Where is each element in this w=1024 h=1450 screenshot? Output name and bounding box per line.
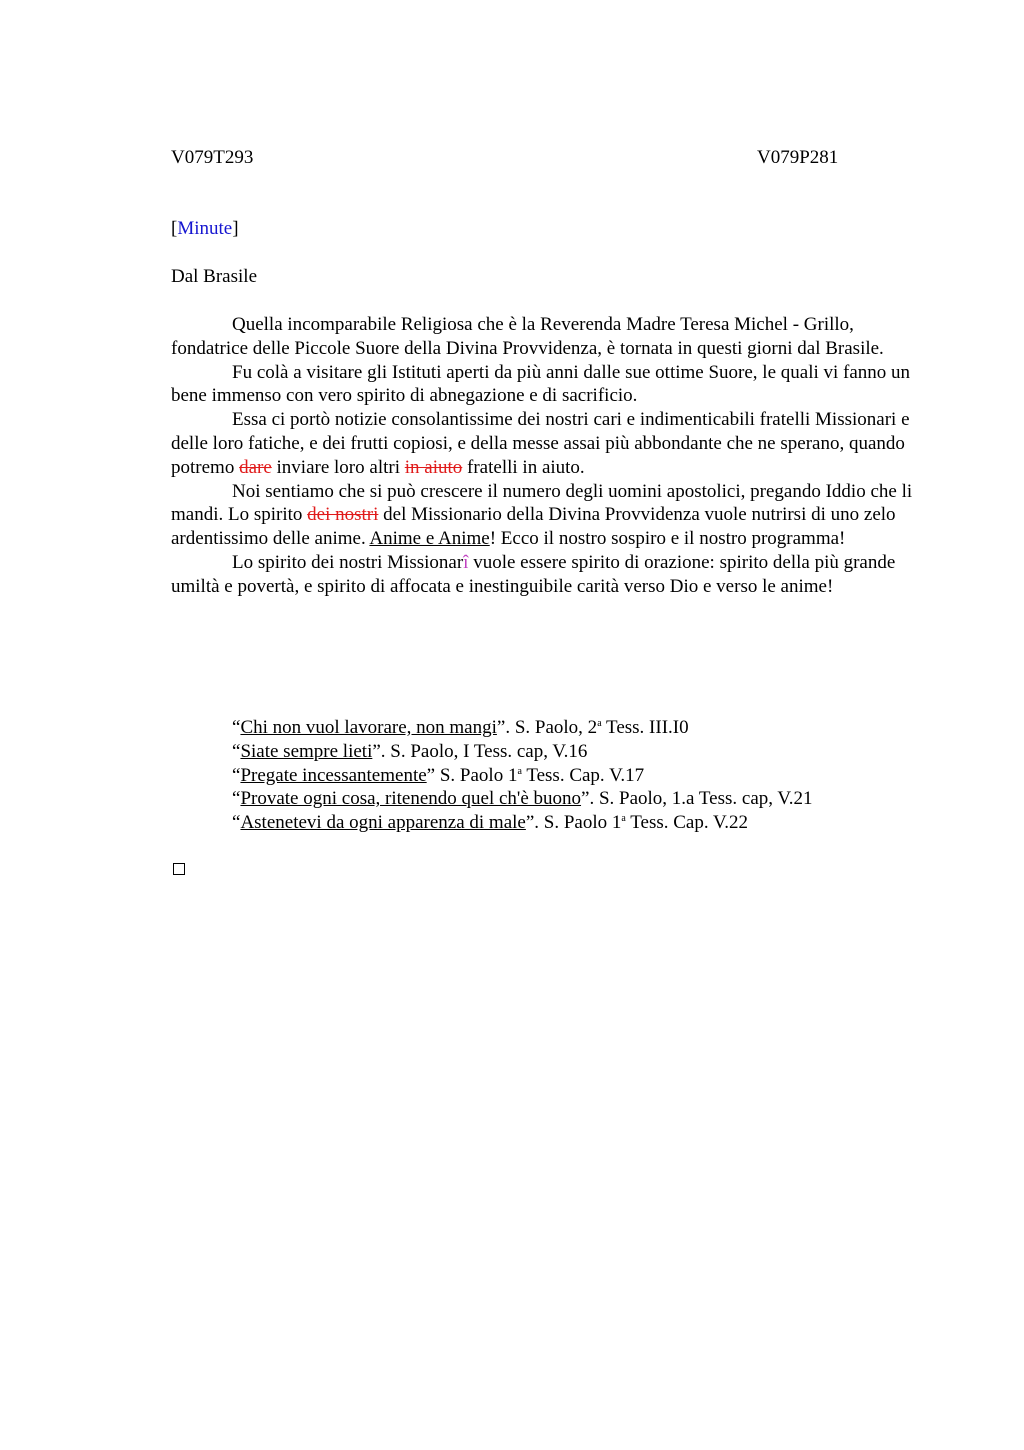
minute-close-bracket: ] <box>232 218 239 239</box>
deleted-phrase: dei nostri <box>307 504 379 526</box>
paragraph-3-text: Essa ci portò notizie consolantissime dei nostri cari e indimenticabili fratelli Missionari e delle loro fatiche, e dei frutti copiosi, e della messe assai più abbondante che ne sperano, quando potremo <box>171 409 910 478</box>
document-code-right: V079P281 <box>757 147 839 168</box>
quotes-list <box>232 716 812 835</box>
paragraph-3-text: fratelli in aiuto. <box>462 456 585 478</box>
quote-text: Astenetevi da ogni apparenza di male <box>240 812 526 834</box>
quote-superscript: a <box>517 765 522 777</box>
quote-line <box>232 716 812 740</box>
quote-superscript: a <box>597 718 602 729</box>
modified-letter: î <box>463 551 469 573</box>
quote-citation-end: Tess. III.I0 <box>601 717 689 738</box>
quote-open: “ <box>232 717 241 738</box>
quote-citation: ”. S. Paolo 1 <box>525 812 622 834</box>
quote-text: Pregate incessantemente <box>240 764 427 786</box>
quote-text: Provate ogni cosa, ritenendo quel ch'è buono <box>240 788 582 810</box>
quote-citation: ”. S. Paolo, 2 <box>496 717 598 738</box>
checkbox-icon[interactable] <box>173 863 185 875</box>
quote-citation: ”. S. Paolo, 1.a Tess. cap, V.21 <box>581 788 813 810</box>
document-title: Dal Brasile <box>171 266 258 287</box>
paragraph-4-text: del Missionario della Divina Provvidenza vuole nutrirsi di uno zelo ardentissimo delle anime. <box>171 504 896 550</box>
quote-open: “ <box>232 764 241 786</box>
paragraph-3 <box>171 408 925 479</box>
quote-citation-end: Tess. Cap. V.22 <box>625 812 749 834</box>
paragraph-2: Fu colà a visitare gli Istituti aperti da più anni dalle sue ottime Suore, le quali vi fanno un bene immenso con vero spirito di abnegazione e di sacrificio. <box>171 361 911 407</box>
paragraph-3-text: inviare loro altri <box>271 456 405 478</box>
deleted-phrase: in aiuto <box>404 456 463 478</box>
quote-citation: ”. S. Paolo, I Tess. cap, V.16 <box>372 740 588 762</box>
quote-open: “ <box>232 740 241 762</box>
paragraph-5 <box>171 551 925 599</box>
paragraph-5-text: Lo spirito dei nostri Missionar <box>232 551 464 573</box>
quote-citation: ” S. Paolo 1 <box>426 764 518 786</box>
deleted-word: dare <box>239 456 272 478</box>
quote-open: “ <box>232 788 241 810</box>
paragraph-4-text: Noi sentiamo che si può crescere il numero degli uomini apostolici, pregando Iddio che li mandi. Lo spirito <box>171 480 913 526</box>
paragraph-4-text: ! Ecco il nostro sospiro e il nostro programma! <box>489 528 846 550</box>
minute-open-bracket: [ <box>171 218 178 239</box>
quote-text: Chi non vuol lavorare, non mangi <box>240 717 497 738</box>
quote-text: Siate sempre lieti <box>240 740 373 762</box>
quote-line <box>232 811 812 835</box>
underlined-phrase: Anime e Anime <box>369 528 490 550</box>
quote-superscript: a <box>621 813 626 825</box>
paragraph-4 <box>171 480 925 551</box>
minute-label <box>171 217 239 241</box>
paragraph-1: Quella incomparabile Religiosa che è la Reverenda Madre Teresa Michel - Grillo, fondatrice delle Piccole Suore della Divina Provvidenza, è tornata in questi giorni dal Brasile. <box>171 314 884 359</box>
quote-open: “ <box>232 812 241 834</box>
quote-line <box>232 787 812 811</box>
quote-citation-end: Tess. Cap. V.17 <box>521 764 645 786</box>
body-text <box>171 313 925 599</box>
quote-line <box>232 764 812 788</box>
minute-link[interactable]: Minute <box>177 218 233 239</box>
document-code-left: V079T293 <box>171 147 254 168</box>
quote-line <box>232 740 812 764</box>
paragraph-5-text: vuole essere spirito di orazione: spirito della più grande umiltà e povertà, e spirito di affocata e inestinguibile carità verso Dio e verso le anime! <box>171 551 896 597</box>
